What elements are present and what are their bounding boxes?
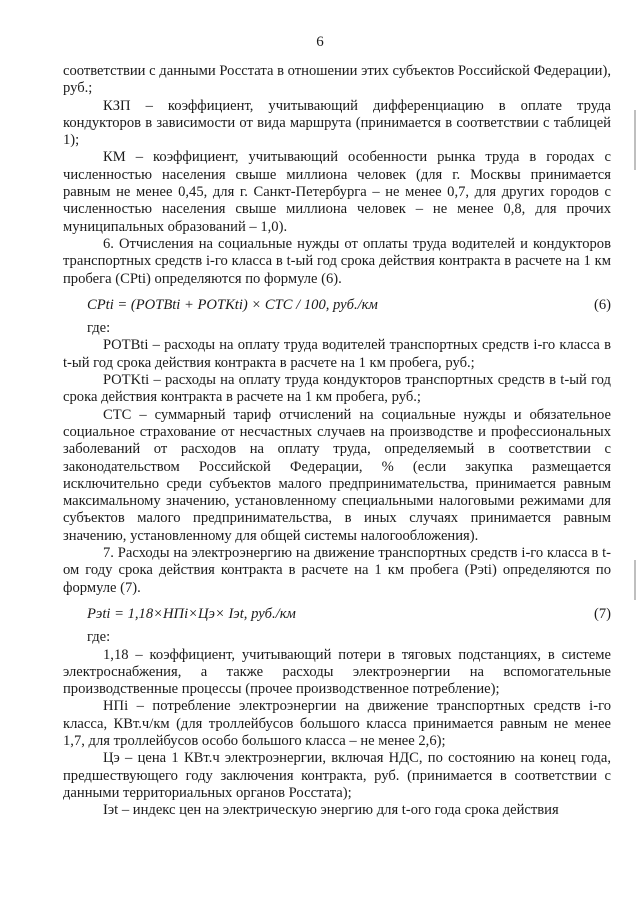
formula-7: [63, 606, 611, 623]
page-number: 6: [316, 34, 324, 50]
formula-6-expression: CPti = (POTBti + POTKti) × CTC / 100, руб./км: [87, 296, 378, 313]
paragraph: 6. Отчисления на социальные нужды от оплаты труда водителей и кондукторов транспортных средств i-го класса в t-ый год срока действия контракта в расчете на 1 км пробега (CPti) определяются по формуле (6).: [63, 235, 611, 287]
paragraph: Iэt – индекс цен на электрическую энергию для t-ого года срока действия: [103, 802, 559, 819]
paragraph: POTKti – расходы на оплату труда кондукторов транспортных средств в t-ый год срока действия контракта в расчете на 1 км пробега, руб.;: [63, 372, 611, 406]
paragraph: КМ – коэффициент, учитывающий особенности рынка труда в городах с численностью населения свыше миллиона человек (для г. Москвы принимается равным не менее 0,45, для г. Санкт-Петербурга – не менее 0,7, для других городов с численностью населения свыше миллиона человек – не менее 0,8, для прочих муниципальных образований – 1,0).: [63, 149, 611, 235]
formula-7-expression: Pэti = 1,18×HПi×Цэ× Iэt, руб./км: [87, 605, 296, 622]
paragraph: 1,18 – коэффициент, учитывающий потери в тяговых подстанциях, в системе электроснабжения, а также расходы электроэнергии на вспомогательные производственные процессы (прочее производственное потребление);: [63, 646, 611, 698]
paragraph: HПi – потребление электроэнергии на движение транспортных средств i-го класса, КВт.ч/км (для троллейбусов большого класса принимается равным не менее 1,7, для троллейбусов особо большого класса – не менее 2,6);: [63, 698, 611, 749]
paragraph: POTBti – расходы на оплату труда водителей транспортных средств i-го класса в t-ый год срока действия контракта в расчете на 1 км пробега, руб.;: [63, 337, 611, 371]
paragraph: КЗП – коэффициент, учитывающий дифференциацию в оплате труда кондукторов в зависимости от вида маршрута (принимается в соответствии с таблицей 1);: [63, 97, 611, 149]
where-label: где:: [87, 320, 111, 337]
paragraph: Цэ – цена 1 КВт.ч электроэнергии, включая НДС, по состоянию на конец года, предшествующего году заключения контракта, руб. (принимается в соответствии с данными территориальных органов Росстата);: [63, 750, 611, 801]
paragraph: 7. Расходы на электроэнергию на движение транспортных средств i-го класса в t-ом году срока действия контракта в расчете на 1 км пробега (Pэti) определяются по формуле (7).: [63, 545, 611, 596]
formula-6: [63, 297, 611, 314]
page-content: [63, 63, 611, 819]
formula-6-number: (6): [593, 296, 611, 313]
scan-edge-mark: [634, 560, 636, 600]
where-label: где:: [87, 629, 111, 646]
formula-7-number: (7): [593, 605, 611, 622]
scan-edge-mark: [634, 110, 636, 170]
paragraph: соответствии с данными Росстата в отношении этих субъектов Российской Федерации), руб.;: [63, 63, 611, 97]
paragraph: CTC – суммарный тариф отчислений на социальные нужды и обязательное социальное страхование от несчастных случаев на производстве и профессиональных заболеваний от расходов на оплату труда, определяемый в соответствии с законодательством Российской Федерации, % (если закупка размещается исключительно среди субъектов малого предпринимательства, принимается равным максимальному значению, установленному специальными налоговыми режимами для субъектов малого предпринимательства, в иных случаях принимается равным значению, установленному для общей системы налогообложения).: [63, 406, 611, 544]
